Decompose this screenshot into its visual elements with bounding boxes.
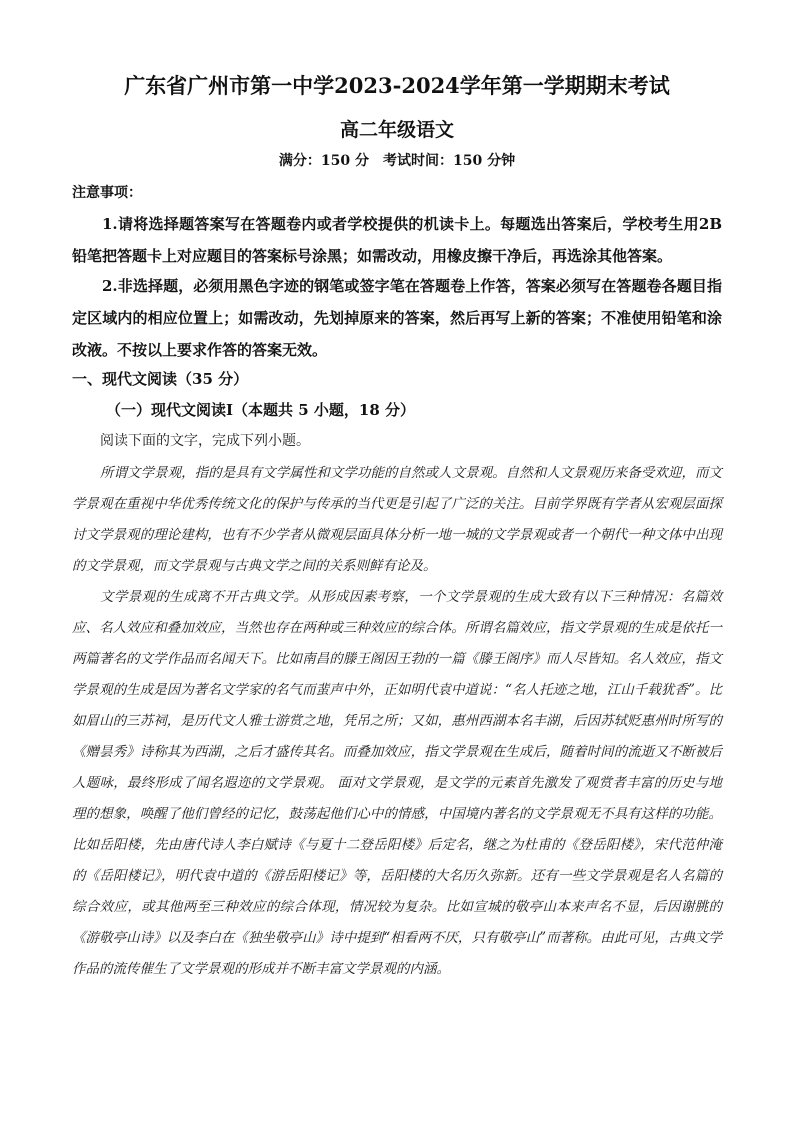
exam-subtitle: 高二年级语文 xyxy=(339,119,454,141)
subsection-heading: （一）现代文阅读Ⅰ（本题共 5 小题，18 分） xyxy=(106,401,415,419)
section-heading: 一、现代文阅读（35 分） xyxy=(72,370,249,388)
notice-item-2: 2.非选择题，必须用黑色字迹的钢笔或签字笔在答题卷上作答，答案必须写在答题卷各题目指定区域内的相应位置上；如需改动，先划掉原来的答案，然后再写上新的答案；不准使用铅笔和涂改液。不按以上要求作答的答案无效。 xyxy=(72,277,722,359)
exam-meta: 满分：150 分 考试时间：150 分钟 xyxy=(278,153,516,169)
reading-instruction: 阅读下面的文字，完成下列小题。 xyxy=(100,433,310,449)
passage-paragraph-2: 文学景观的生成离不开古典文学。从形成因素考察，一个文学景观的生成大致有以下三种情况：名篇效应、名人效应和叠加效应，当然也存在两种或三种效应的综合体。所谓名篇效应，指文学景观的生成是依托一两篇著名的文学作品而名闻天下。比如南昌的滕王阁因王勃的一篇《滕王阁序》而人尽皆知。名人效应，指文学景观的生成是因为著名文学家的名气而蜚声中外，正如明代袁中道说：“名人托迹之地，江山千载犹香”。比如眉山的三苏祠，是历代文人雅士游赏之地，凭吊之所；又如，惠州西湖本名丰湖，后因苏轼贬惠州时所写的《赠昙秀》诗称其为西湖，之后才盛传其名。而叠加效应，指文学景观在生成后，随着时间的流逝又不断被后人题咏，最终形成了闻名遐迩的文学景观。 面对文学景观，是文学的元素首先激发了观赏者丰富的历史与地理的想象，唤醒了他们曾经的记忆，鼓荡起他们心中的情感，中国境内著名的文学景观无不具有这样的功能。比如岳阳楼，先由唐代诗人李白赋诗《与夏十二登岳阳楼》后定名，继之为杜甫的《登岳阳楼》，宋代范仲淹的《岳阳楼记》，明代袁中道的《游岳阳楼记》等，岳阳楼的大名历久弥新。还有一些文学景观是名人名篇的综合效应，或其他两至三种效应的综合体现，情况较为复杂。比如宣城的敬亭山本来声名不显，后因谢朓的《游敬亭山诗》以及李白在《独坐敬亭山》诗中提到“相看两不厌，只有敬亭山”而著称。由此可见，古典文学作品的流传催生了文学景观的形成并不断丰富文学景观的内涵。 xyxy=(72,589,722,977)
notice-item-1: 1.请将选择题答案写在答题卷内或者学校提供的机读卡上。每题选出答案后，学校考生用2B铅笔把答题卡上对应题目的答案标号涂黑；如需改动，用橡皮擦干净后，再选涂其他答案。 xyxy=(72,215,722,265)
exam-title: 广东省广州市第一中学2023-2024学年第一学期期末考试 xyxy=(124,73,670,98)
passage-paragraph-1: 所谓文学景观，指的是具有文学属性和文学功能的自然或人文景观。自然和人文景观历来备受欢迎，而文学景观在重视中华优秀传统文化的保护与传承的当代更是引起了广泛的关注。目前学界既有学者从宏观层面探讨文学景观的理论建构，也有不少学者从微观层面具体分析一地一城的文学景观或者一个朝代一种文体中出现的文学景观，而文学景观与古典文学之间的关系则鲜有论及。 xyxy=(72,465,722,574)
notice-heading: 注意事项： xyxy=(72,185,142,201)
